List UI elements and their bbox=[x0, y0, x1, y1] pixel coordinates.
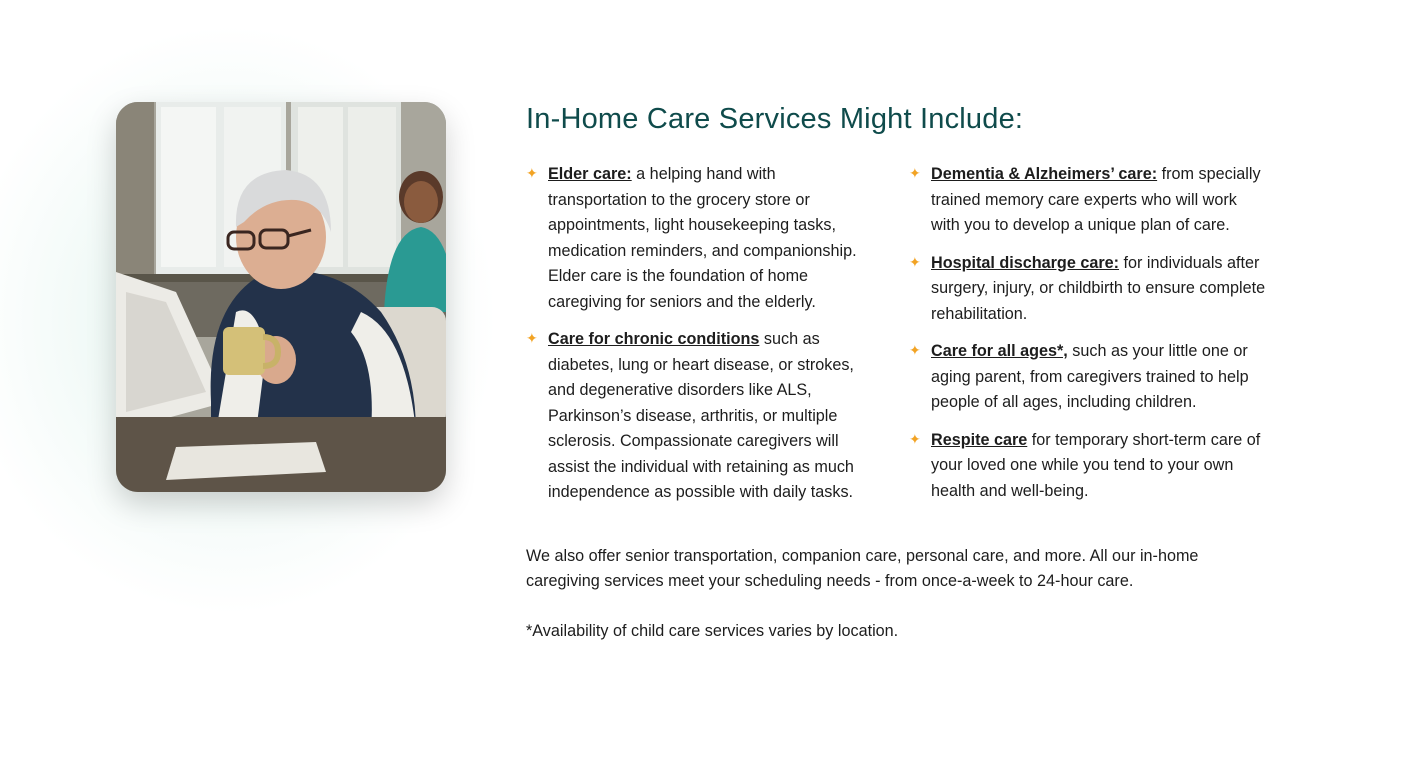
service-description: such as your little one or aging parent, from caregivers trained to help people of all ages, including children. bbox=[931, 342, 1249, 411]
service-description: for individuals after surgery, injury, or childbirth to ensure complete rehabilitation. bbox=[931, 253, 1266, 323]
service-description: such as diabetes, lung or heart disease, or strokes, and degenerative disorders like ALS, Parkinson’s disease, arthritis, or multiple sclerosis. Compassionate caregivers will assist the individual with retaining as much independence as possible with daily tasks. bbox=[548, 330, 854, 501]
services-list-left bbox=[526, 162, 875, 518]
services-summary: We also offer senior transportation, companion care, personal care, and more. All our in-home caregiving services meet your scheduling needs - from once-a-week to 24-hour care. bbox=[526, 546, 1199, 590]
star-bullet-icon: ✦ bbox=[909, 430, 921, 447]
chronic-conditions-link[interactable]: Care for chronic conditions bbox=[548, 330, 760, 348]
services-list-right bbox=[909, 162, 1266, 518]
star-bullet-icon: ✦ bbox=[909, 253, 921, 270]
service-item-elder-care bbox=[526, 162, 875, 315]
service-item-hospital-discharge bbox=[909, 251, 1266, 328]
senior-with-caregiver-photo bbox=[116, 102, 446, 492]
service-item-all-ages bbox=[909, 339, 1266, 416]
star-bullet-icon: ✦ bbox=[526, 165, 538, 181]
services-columns bbox=[526, 162, 1266, 518]
star-bullet-icon: ✦ bbox=[909, 342, 921, 358]
all-ages-care-link[interactable]: Care for all ages*, bbox=[931, 342, 1068, 360]
service-item-respite-care bbox=[909, 428, 1266, 505]
dementia-care-link[interactable]: Dementia & Alzheimers’ care: bbox=[931, 165, 1158, 183]
service-item-dementia-care bbox=[909, 162, 1266, 239]
section-heading: In-Home Care Services Might Include: bbox=[526, 103, 1024, 135]
elder-care-link[interactable]: Elder care: bbox=[548, 165, 632, 183]
services-content bbox=[526, 100, 1266, 644]
service-item-chronic-conditions bbox=[526, 327, 875, 506]
star-bullet-icon: ✦ bbox=[909, 165, 921, 181]
service-description: a helping hand with transportation to the grocery store or appointments, light housekeeping tasks, medication reminders, and companionship. Elder care is the foundation of home caregiving for seniors and the elderly. bbox=[548, 165, 857, 311]
availability-footnote: *Availability of child care services varies by location. bbox=[526, 621, 899, 640]
star-bullet-icon: ✦ bbox=[526, 330, 538, 346]
service-description: for temporary short-term care of your loved one while you tend to your own health and well-being. bbox=[931, 430, 1261, 500]
hospital-discharge-link[interactable]: Hospital discharge care: bbox=[931, 253, 1120, 272]
service-description: from specially trained memory care experts who will work with you to develop a unique plan of care. bbox=[931, 165, 1261, 234]
respite-care-link[interactable]: Respite care bbox=[931, 430, 1028, 449]
